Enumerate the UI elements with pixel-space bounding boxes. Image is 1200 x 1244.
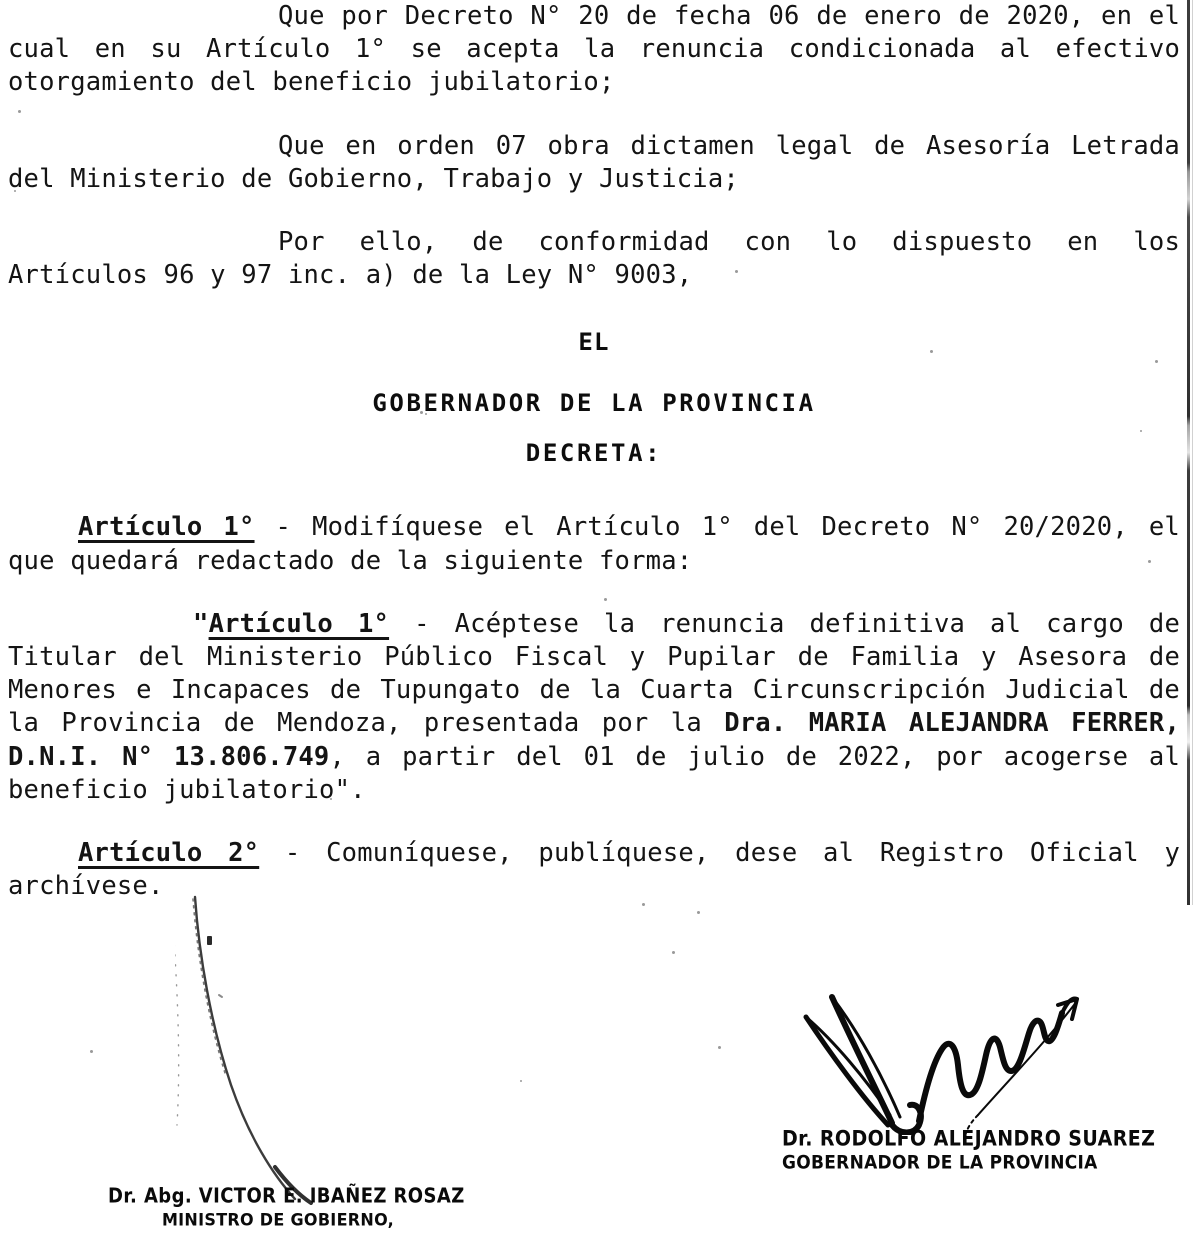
article-2-separator: - xyxy=(259,838,327,869)
stamp-minister-title: MINISTRO DE GOBIERNO, xyxy=(161,1209,395,1230)
quoted-article-1 xyxy=(8,608,1180,807)
signature-governor xyxy=(800,975,1090,1135)
paragraph-gap xyxy=(8,807,1180,837)
heading-decreta: DECRETA: xyxy=(525,439,663,468)
heading-gobernador-de-la-provincia: GOBERNADOR DE LA PROVINCIA xyxy=(372,389,816,418)
signature-minister xyxy=(175,895,355,1205)
stamp-governor-title: GOBERNADOR DE LA PROVINCIA xyxy=(782,1152,1098,1174)
scan-speckle xyxy=(520,1080,522,1082)
scan-speckle xyxy=(90,1050,93,1053)
heading-el: EL xyxy=(578,328,610,357)
heading-gap xyxy=(8,417,1180,439)
article-1-body: Modifíquese el Artículo 1° del Decreto N° 20/2020, el que quedará redactado de la siguiente forma: xyxy=(8,512,1180,576)
paragraph-gap xyxy=(8,292,1180,328)
scan-speckle xyxy=(718,1046,721,1049)
scan-speckle xyxy=(697,911,700,914)
scan-edge-artifact xyxy=(1187,0,1190,905)
document-text-body xyxy=(8,0,1180,903)
quoted-article-separator: - xyxy=(389,608,455,639)
article-1-separator: - xyxy=(254,512,313,543)
article-1-label: Artículo 1° xyxy=(78,512,255,543)
heading-gap xyxy=(8,467,1180,511)
quoted-article-body-after-name: , a partir del 01 de julio de 2022, por acogerse al beneficio jubilatorio". xyxy=(8,741,1181,805)
paragraph-gap xyxy=(8,196,1180,226)
stamp-minister-name: Dr. Abg. VICTOR E. IBAÑEZ ROSAZ xyxy=(108,1184,465,1209)
quoted-article-body-before-name: Acéptese la renuncia definitiva al cargo de Titular del Ministerio Público Fiscal y Pupilar de Familia y Asesora de Menores e Incapaces de Tupungato de la Cuarta Circunscripción Judicial de la Provincia de Mendoza, presentada por la xyxy=(8,608,1180,739)
article-2 xyxy=(8,837,1180,903)
quoted-article-person-name: Dra. MARIA ALEJANDRA FERRER, D.N.I. N° 13.806.749 xyxy=(8,708,1181,772)
stamp-minister xyxy=(108,1184,465,1230)
paragraph-decreto-20: Que por Decreto N° 20 de fecha 06 de enero de 2020, en el cual en su Artículo 1° se acepta la renuncia condicionada al efectivo otorgamiento del beneficio jubilatorio; xyxy=(8,1,1180,98)
paragraph-por-ello: Por ello, de conformidad con lo dispuesto en los Artículos 96 y 97 inc. a) de la Ley N° 9003, xyxy=(8,227,1180,291)
scan-edge-artifact-secondary xyxy=(1192,0,1193,905)
paragraph-gap xyxy=(8,100,1180,130)
quoted-article-label: Artículo 1° xyxy=(208,608,390,639)
article-2-label: Artículo 2° xyxy=(78,838,260,869)
scan-speckle xyxy=(672,951,675,954)
paragraph-gap xyxy=(8,578,1180,608)
stamp-governor xyxy=(782,1126,1156,1174)
heading-gap xyxy=(8,356,1180,389)
stamp-governor-name: Dr. RODOLFO ALEJANDRO SUAREZ xyxy=(782,1126,1156,1152)
article-2-body: Comuníquese, publíquese, dese al Registro Oficial y archívese. xyxy=(8,838,1180,902)
article-1 xyxy=(8,511,1180,577)
quoted-article-open-quote: " xyxy=(193,608,209,639)
paragraph-dictamen: Que en orden 07 obra dictamen legal de Asesoría Letrada del Ministerio de Gobierno, Trabajo y Justicia; xyxy=(8,130,1180,194)
